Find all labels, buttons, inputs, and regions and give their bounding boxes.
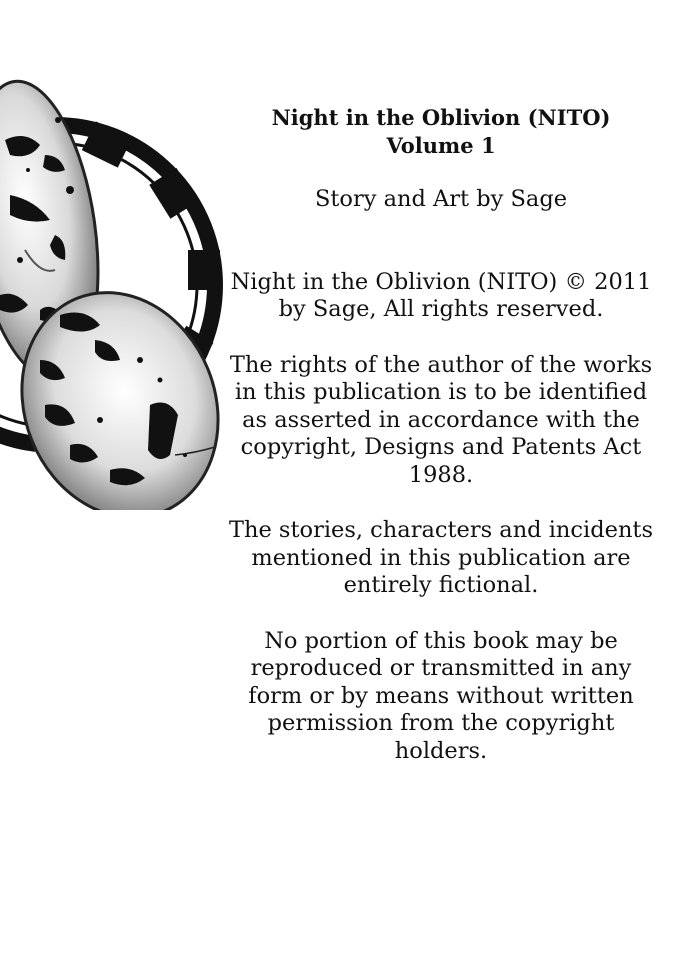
reproduction-line: permission from the copyright xyxy=(267,710,615,736)
reproduction-line: holders. xyxy=(394,737,488,764)
rights-line: 1988. xyxy=(408,461,474,488)
copyright-line-2: by Sage, All rights reserved. xyxy=(278,296,604,322)
author-credit xyxy=(228,186,654,214)
fiction-line: The stories, characters and incidents xyxy=(228,517,654,543)
credit-line: Story and Art by Sage xyxy=(314,186,568,212)
book-volume: Volume 1 xyxy=(386,132,496,158)
fiction-line: entirely fictional. xyxy=(343,572,539,598)
reproduction-paragraph xyxy=(228,628,654,766)
rights-paragraph xyxy=(228,352,654,490)
fiction-line: mentioned in this publication are xyxy=(251,544,631,571)
reproduction-line: form or by means without written xyxy=(248,682,634,709)
rights-line: copyright, Designs and Patents Act xyxy=(240,434,642,460)
rights-line: as asserted in accordance with the xyxy=(242,406,640,433)
rights-line: in this publication is to be identified xyxy=(234,379,648,405)
copyright-line-1: Night in the Oblivion (NITO) © 2011 xyxy=(230,268,652,295)
copyright-notice xyxy=(228,269,654,324)
book-title-block xyxy=(228,104,654,159)
reproduction-line: No portion of this book may be xyxy=(264,627,618,654)
masks-gear-illustration xyxy=(0,60,230,510)
copyright-page-text xyxy=(228,104,654,765)
rights-line: The rights of the author of the works xyxy=(229,351,653,378)
fiction-paragraph xyxy=(228,517,654,600)
book-title: Night in the Oblivion (NITO) xyxy=(271,105,611,130)
reproduction-line: reproduced or transmitted in any xyxy=(250,655,632,681)
